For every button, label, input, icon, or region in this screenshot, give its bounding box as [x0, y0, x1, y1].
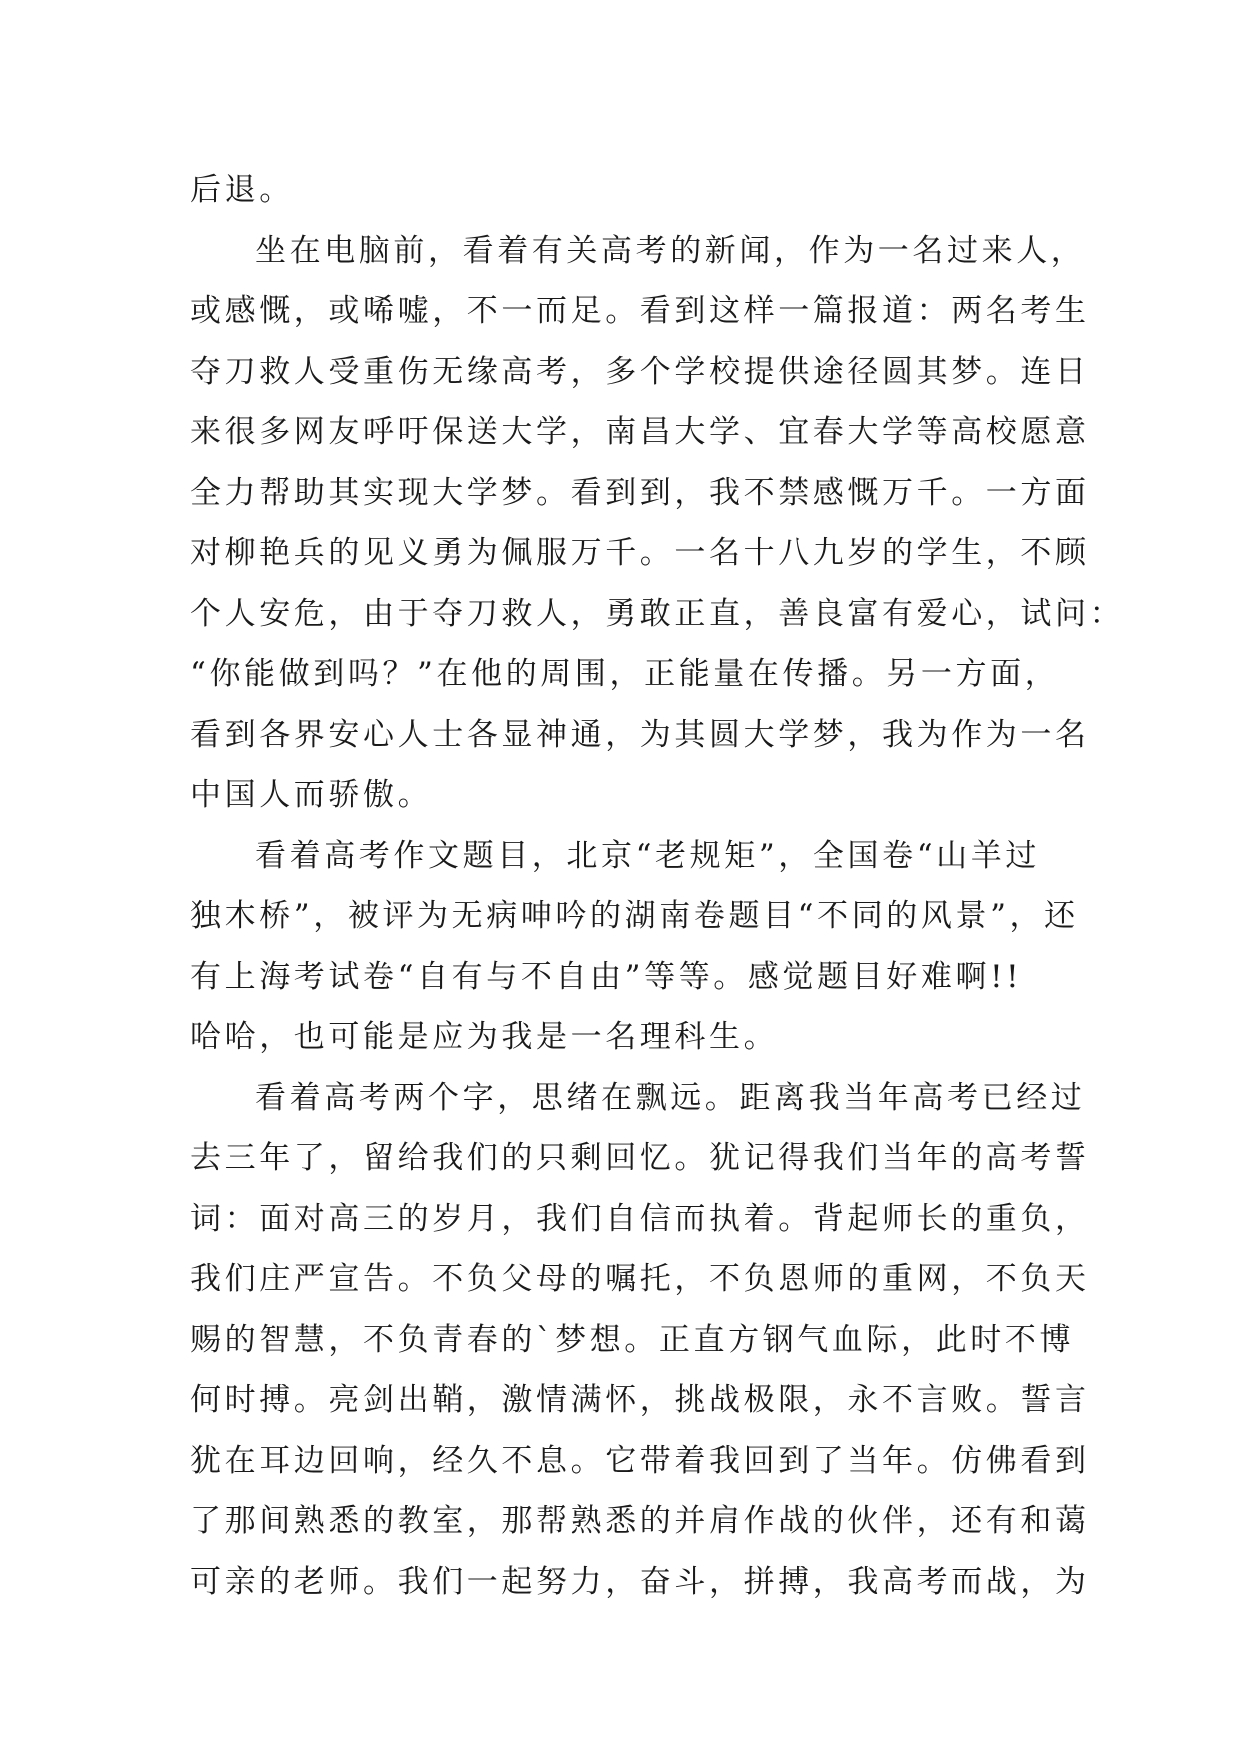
text-line: 坐在电脑前，看着有关高考的新闻，作为一名过来人， [255, 232, 1086, 269]
text-line: “你能做到吗？”在他的周围，正能量在传播。另一方面， [190, 656, 1060, 692]
text-line: 对柳艳兵的见义勇为佩服万千。一名十八九岁的学生，不顾 [190, 535, 1090, 571]
text-line: 去三年了，留给我们的只剩回忆。犹记得我们当年的高考誓 [190, 1140, 1090, 1176]
text-line: 来很多网友呼吁保送大学，南昌大学、宜春大学等高校愿意 [190, 414, 1090, 450]
text-line: 后退。 [190, 172, 294, 208]
text-line: 或感慨，或唏嘘，不一而足。看到这样一篇报道：两名考生 [190, 293, 1090, 329]
text-line: 赐的智慧，不负青春的`梦想。正直方钢气血际，此时不博 [190, 1321, 1075, 1358]
text-line: 中国人而骄傲。 [190, 777, 433, 813]
text-line: 哈哈，也可能是应为我是一名理科生。 [190, 1019, 779, 1055]
text-line: 有上海考试卷“自有与不自由”等等。感觉题目好难啊!! [190, 958, 1023, 995]
text-line: 个人安危，由于夺刀救人，勇敢正直，善良富有爱心，试问： [190, 595, 1125, 632]
text-line: 词：面对高三的岁月，我们自信而执着。背起师长的重负， [190, 1200, 1090, 1237]
text-line: 看着高考作文题目，北京“老规矩”，全国卷“山羊过 [255, 837, 1040, 874]
text-line: 我们庄严宣告。不负父母的嘱托，不负恩师的重网，不负天 [190, 1261, 1090, 1297]
text-line: 夺刀救人受重伤无缘高考，多个学校提供途径圆其梦。连日 [190, 353, 1090, 390]
text-line: 看着高考两个字，思绪在飘远。距离我当年高考已经过 [255, 1079, 1086, 1116]
text-line: 了那间熟悉的教室，那帮熟悉的并肩作战的伙伴，还有和蔼 [190, 1503, 1090, 1539]
text-line: 独木桥”，被评为无病呻吟的湖南卷题目“不同的风景”，还 [190, 898, 1079, 934]
text-line: 看到各界安心人士各显神通，为其圆大学梦，我为作为一名 [190, 716, 1090, 753]
text-line: 全力帮助其实现大学梦。看到到，我不禁感慨万千。一方面 [190, 474, 1090, 511]
text-line: 可亲的老师。我们一起努力，奋斗，拼搏，我高考而战，为 [190, 1563, 1090, 1600]
document-body [190, 160, 1125, 1612]
text-line: 犹在耳边回响，经久不息。它带着我回到了当年。仿佛看到 [190, 1442, 1090, 1479]
text-line: 何时搏。亮剑出鞘，激情满怀，挑战极限，永不言败。誓言 [190, 1382, 1090, 1418]
